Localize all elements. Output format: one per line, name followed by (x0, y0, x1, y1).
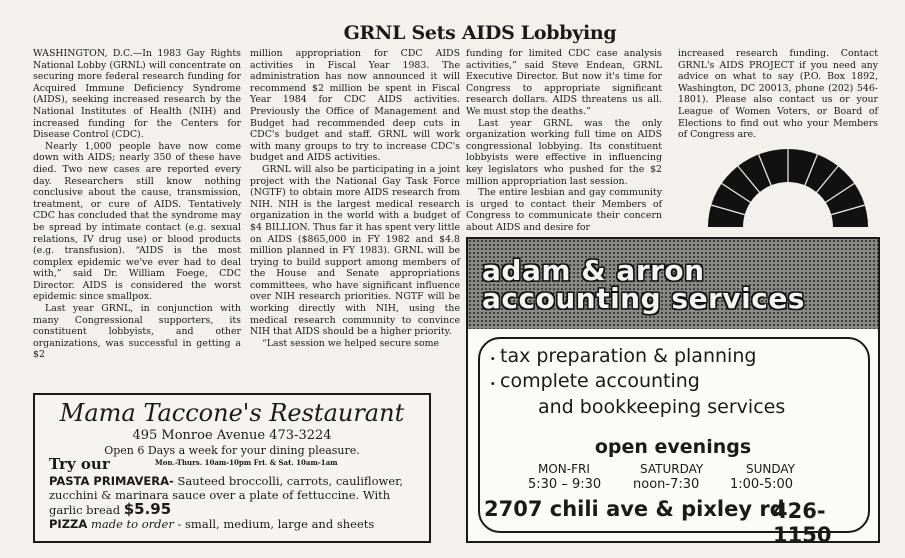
business-phone: 426-1150 (773, 499, 832, 543)
hours-mon-fri: 5:30 – 9:30 (528, 477, 602, 492)
dish-price: $5.95 (123, 500, 172, 518)
menu-description (49, 474, 427, 531)
article-column-3 (466, 48, 662, 234)
bullet-icon: · (490, 349, 496, 368)
hours-saturday: noon-7:30 (633, 477, 700, 492)
paragraph: funding for limited CDC case analysis activities,” said Steve Endean, GRNL Executive Director. But now it's time for Congress to appropriate significant research dollars. AIDS threatens us all. We must stop the deaths.” (466, 48, 662, 117)
pizza-sizes: - small, medium, large and sheets (173, 517, 375, 531)
paragraph: “Last session we helped secure some (262, 337, 440, 349)
business-name (482, 254, 880, 315)
business-name-line-2: accounting services (482, 282, 805, 315)
bullet-icon: · (490, 374, 496, 393)
mama-taccone-ad (33, 393, 431, 543)
paragraph: Nearly 1,000 people have now come down with AIDS; nearly 350 of these have died. Two new cases are reported every day. Researchers still know nothing conclusive about the cause, transmission, treatment, or cure of AIDS. Tentatively CDC has concluded that the syndrome may be spread by intimate contact (e.g. sexual relations, IV drug use) or blood products (e.g. transfusion). “AIDS is the most complex epidemic we've ever had to deal with,” said Dr. William Foege, CDC Director. AIDS is considered the worst epidemic since smallpox. (33, 140, 241, 303)
sunburst-emblem-icon (703, 145, 873, 230)
paragraph: increased research funding. Contact GRNL's AIDS PROJECT if you need any advice on what to say (P.O. Box 1892, Washington, DC 20013, phone (202) 546-1801). Please also contact us or your League of Women Voters, or Board of Elections to find out who your Members of Congress are. (678, 48, 878, 141)
try-our-label: Try our (49, 455, 110, 473)
service-bookkeeping: and bookkeeping services (538, 396, 786, 418)
restaurant-name: Mama Taccone's Restaurant (59, 399, 405, 427)
pizza-order: made to order (87, 517, 174, 531)
article-column-1 (33, 48, 241, 361)
business-address: 2707 chili ave & pixley rd (484, 497, 785, 521)
article-column-2 (250, 48, 460, 349)
paragraph: million appropriation for CDC AIDS activities in Fiscal Year 1983. The administration has now announced it will recommend $2 million be spent in Fiscal Year 1984 for CDC AIDS activities. Previously the Office of Management and Budget had recommended deep cuts in CDC's budget and staff. GRNL will work with many groups to try to increase CDC's budget and AIDS activities. (250, 48, 460, 164)
service-tax: tax preparation & planning (500, 345, 757, 367)
open-evenings: open evenings (594, 436, 752, 458)
paragraph: WASHINGTON, D.C.—In 1983 Gay Rights National Lobby (GRNL) will concentrate on securing more federal research funding for Acquired Immune Deficiency Syndrome (AIDS), seeking increased research by the National Institutes of Health (NIH) and increased funding for the Centers for Disease Control (CDC). (33, 48, 241, 141)
article-column-4 (678, 48, 878, 141)
pizza-label: PIZZA (49, 517, 88, 531)
service-accounting: complete accounting (500, 370, 700, 392)
paragraph: Last year GRNL, in conjunction with many Congressional supporters, its constituent lobbyists, and other organizations, was successful in getting a $2 (33, 303, 241, 361)
dish-description: Sauteed broccolli, carrots, cauliflower, zucchini & marinara sauce over a plate of fettuccine. With garlic bread (49, 474, 404, 517)
business-name-line-1: adam & arron (482, 254, 705, 287)
day-mon-fri: MON-FRI (538, 462, 590, 476)
day-saturday: SATURDAY (640, 462, 704, 476)
paragraph: Last year GRNL was the only organization working full time on AIDS congressional lobbying. Its constituent lobbyists were effective in influencing key legislators who pushed for the $2 million appropriation last session. (466, 117, 662, 187)
adam-arron-ad (466, 237, 880, 543)
hours-sunday: 1:00-5:00 (730, 477, 794, 492)
restaurant-address: 495 Monroe Avenue 473-3224 (132, 428, 332, 443)
paragraph: The entire lesbian and gay community is urged to contact their Members of Congress to communicate their concern about AIDS and desire for (466, 187, 662, 233)
paragraph: GRNL will also be participating in a joint project with the National Gay Task Force (NGTF) to obtain more AIDS research from NIH. NIH is the largest medical research organization in the world with a budget of $4 BILLION. Thus far it has spent very little on AIDS ($865,000 in FY 1982 and $4.8 million planned in FY 1983). GRNL will be trying to build support among members of the House and Senate appropriations committees, who have significant influence over NIH research priorities. NGTF will be working directly with NIH, using the medical research community to convince NIH that AIDS should be a higher priority. (250, 163, 460, 338)
opening-days: Open 6 Days a week for your dining pleasure. (104, 444, 360, 457)
dish-name: PASTA PRIMAVERA- (49, 474, 174, 488)
headline: GRNL Sets AIDS Lobbying (343, 22, 617, 44)
day-sunday: SUNDAY (746, 462, 796, 476)
opening-hours: Mon.-Thurs. 10am-10pm Fri. & Sat. 10am-1am (155, 458, 338, 467)
